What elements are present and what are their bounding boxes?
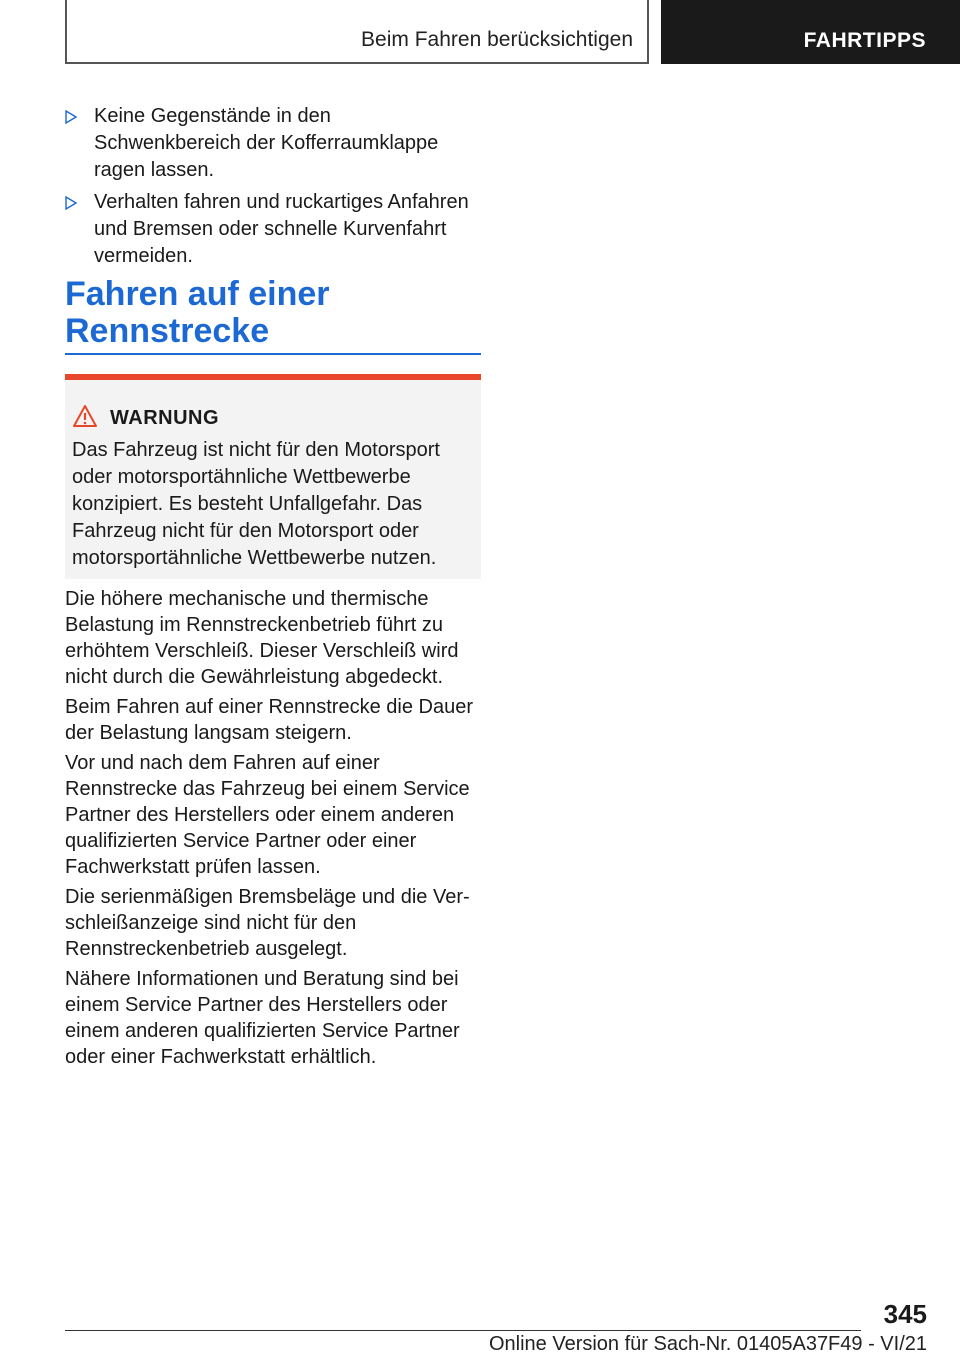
section-title: Fahren auf einer Rennstrecke	[65, 275, 330, 350]
header-section-box	[65, 0, 649, 64]
paragraph: Die höhere mechanische und thermische Belastung im Rennstreckenbetrieb führt zu erhöhtem Verschleiß. Dieser Verschleiß wird nicht durch die Gewährleistung abgedeckt.	[65, 588, 459, 688]
list-item	[65, 103, 480, 184]
header-section-title: Beim Fahren berücksichtigen	[361, 28, 633, 51]
triangle-right-icon	[65, 196, 77, 210]
list-item	[65, 189, 480, 270]
paragraph: Beim Fahren auf einer Rennstrecke die Dauer der Belastung langsam steigern.	[65, 696, 473, 744]
page-number: 345	[883, 1299, 927, 1329]
footer-text: Online Version für Sach-Nr. 01405A37F49 - VI/21	[488, 1333, 927, 1355]
body-text	[65, 586, 481, 1074]
warning-icon	[72, 404, 98, 428]
header-chapter-box	[661, 0, 960, 64]
paragraph: Vor und nach dem Fahren auf einer Rennstrecke das Fahrzeug bei einem Service Partner des Herstellers oder einem anderen qualifizierten Service Partner oder einer Fachwerkstatt prüfen lassen.	[65, 752, 470, 878]
warning-label: WARNUNG	[110, 407, 220, 429]
bullet-list	[65, 103, 480, 275]
paragraph: Die serienmäßigen Bremsbeläge und die Verschleißanzeige sind nicht für den Rennstreckenbetrieb ausgelegt.	[65, 886, 470, 960]
warning-box	[65, 374, 481, 579]
triangle-right-icon	[65, 110, 77, 124]
title-divider	[65, 353, 481, 355]
warning-text: Das Fahrzeug ist nicht für den Motorsport oder motorsportähnliche Wettbewerbe konzipiert. Es besteht Unfallgefahr. Das Fahrzeug nicht für den Motorsport oder motorsportähnliche Wettbewerbe nutzen.	[72, 439, 440, 569]
paragraph: Nähere Informationen und Beratung sind bei einem Service Partner des Herstellers oder einem anderen qualifizierten Service Partner oder einer Fachwerkstatt erhältlich.	[65, 968, 460, 1068]
bullet-text: Keine Gegenstände in den Schwenkbereich der Kofferraumklappe ragen lassen.	[94, 105, 439, 181]
header-chapter-title: FAHRTIPPS	[803, 29, 926, 52]
bullet-text: Verhalten fahren und ruckartiges Anfahren und Bremsen oder schnelle Kurvenfahrt vermeiden.	[94, 191, 469, 267]
footer-divider	[65, 1330, 861, 1331]
